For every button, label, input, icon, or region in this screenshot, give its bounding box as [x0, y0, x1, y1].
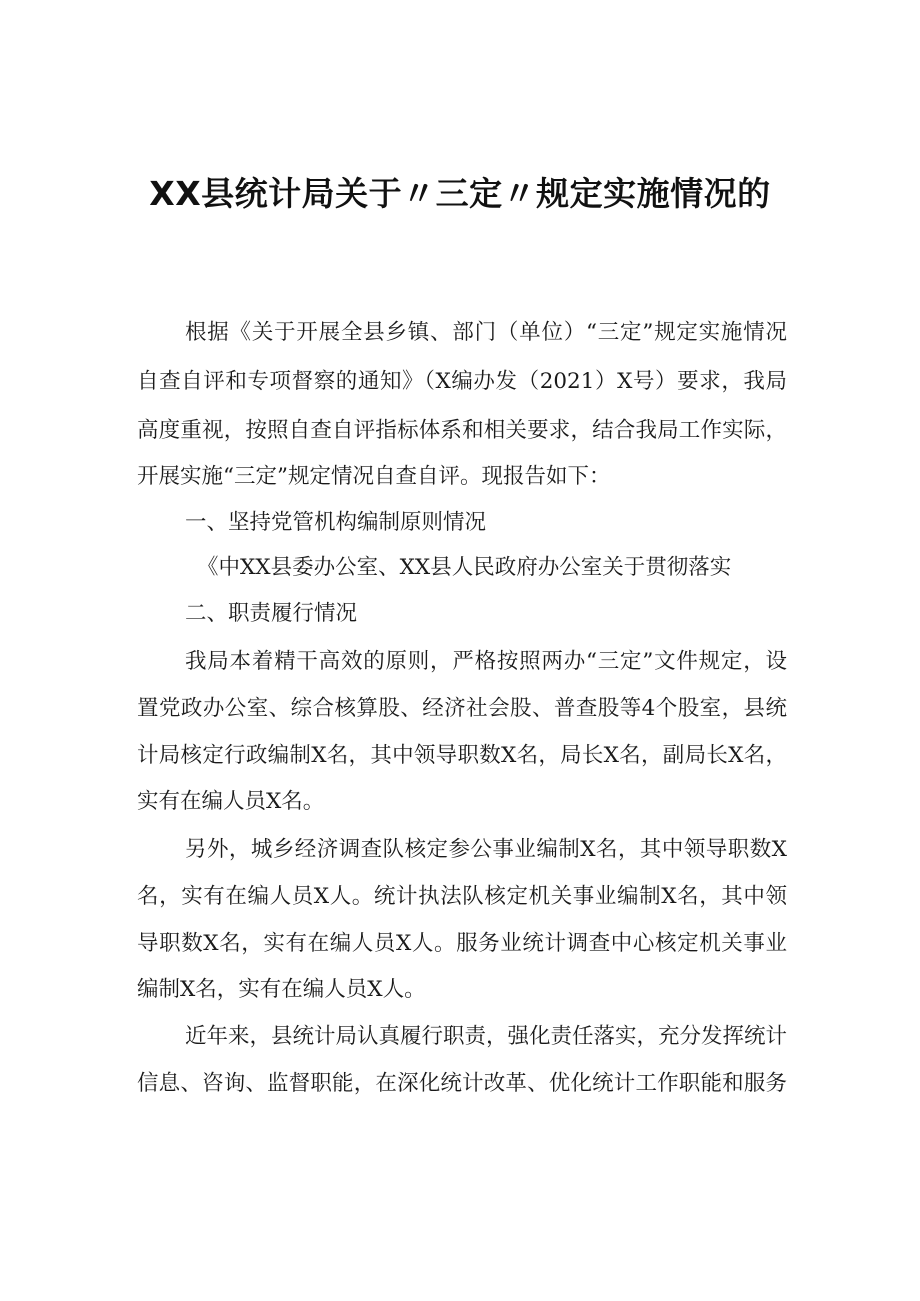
paragraph-3-line-4: 编制X名，实有在编人员X人。 — [137, 977, 426, 1002]
paragraph-2-line-3: 计局核定行政编制X名，其中领导职数X名，局长X名，副局长X名， — [137, 743, 787, 768]
paragraph-2-line-4: 实有在编人员X名。 — [137, 789, 325, 814]
paragraph-2-line-2: 置党政办公室、综合核算股、经济社会股、普查股等4个股室，县统 — [137, 696, 787, 721]
paragraph-4-line-2: 信息、咨询、监督职能，在深化统计改革、优化统计工作职能和服务 — [137, 1071, 787, 1096]
paragraph-quote-line: 《中XX县委办公室、XX县人民政府办公室关于贯彻落实 — [197, 555, 732, 580]
paragraph-1-line-1: 根据《关于开展全县乡镇、部门（单位）“三定”规定实施情况 — [185, 320, 787, 345]
paragraph-1-line-2: 自查自评和专项督察的通知》（X编办发（2021）X号）要求，我局 — [137, 369, 787, 394]
section-heading-1: 一、坚持党管机构编制原则情况 — [185, 510, 487, 535]
paragraph-4-line-1: 近年来，县统计局认真履行职责，强化责任落实，充分发挥统计 — [185, 1024, 788, 1049]
paragraph-3-line-2: 名，实有在编人员X人。统计执法队核定机关事业编制X名，其中领 — [137, 884, 787, 909]
paragraph-3-line-1: 另外，城乡经济调查队核定参公事业编制X名，其中领导职数X — [185, 837, 787, 862]
paragraph-2-line-1: 我局本着精干高效的原则，严格按照两办“三定”文件规定，设 — [185, 649, 787, 674]
document-title: XX县统计局关于〃三定〃规定实施情况的 — [149, 174, 771, 213]
paragraph-1-line-3: 高度重视，按照自查自评指标体系和相关要求，结合我局工作实际， — [137, 418, 787, 443]
section-heading-2: 二、职责履行情况 — [185, 601, 358, 626]
paragraph-1-line-4: 开展实施“三定”规定情况自查自评。现报告如下： — [137, 464, 611, 489]
paragraph-3-line-3: 导职数X名，实有在编人员X人。服务业统计调查中心核定机关事业 — [137, 931, 787, 956]
